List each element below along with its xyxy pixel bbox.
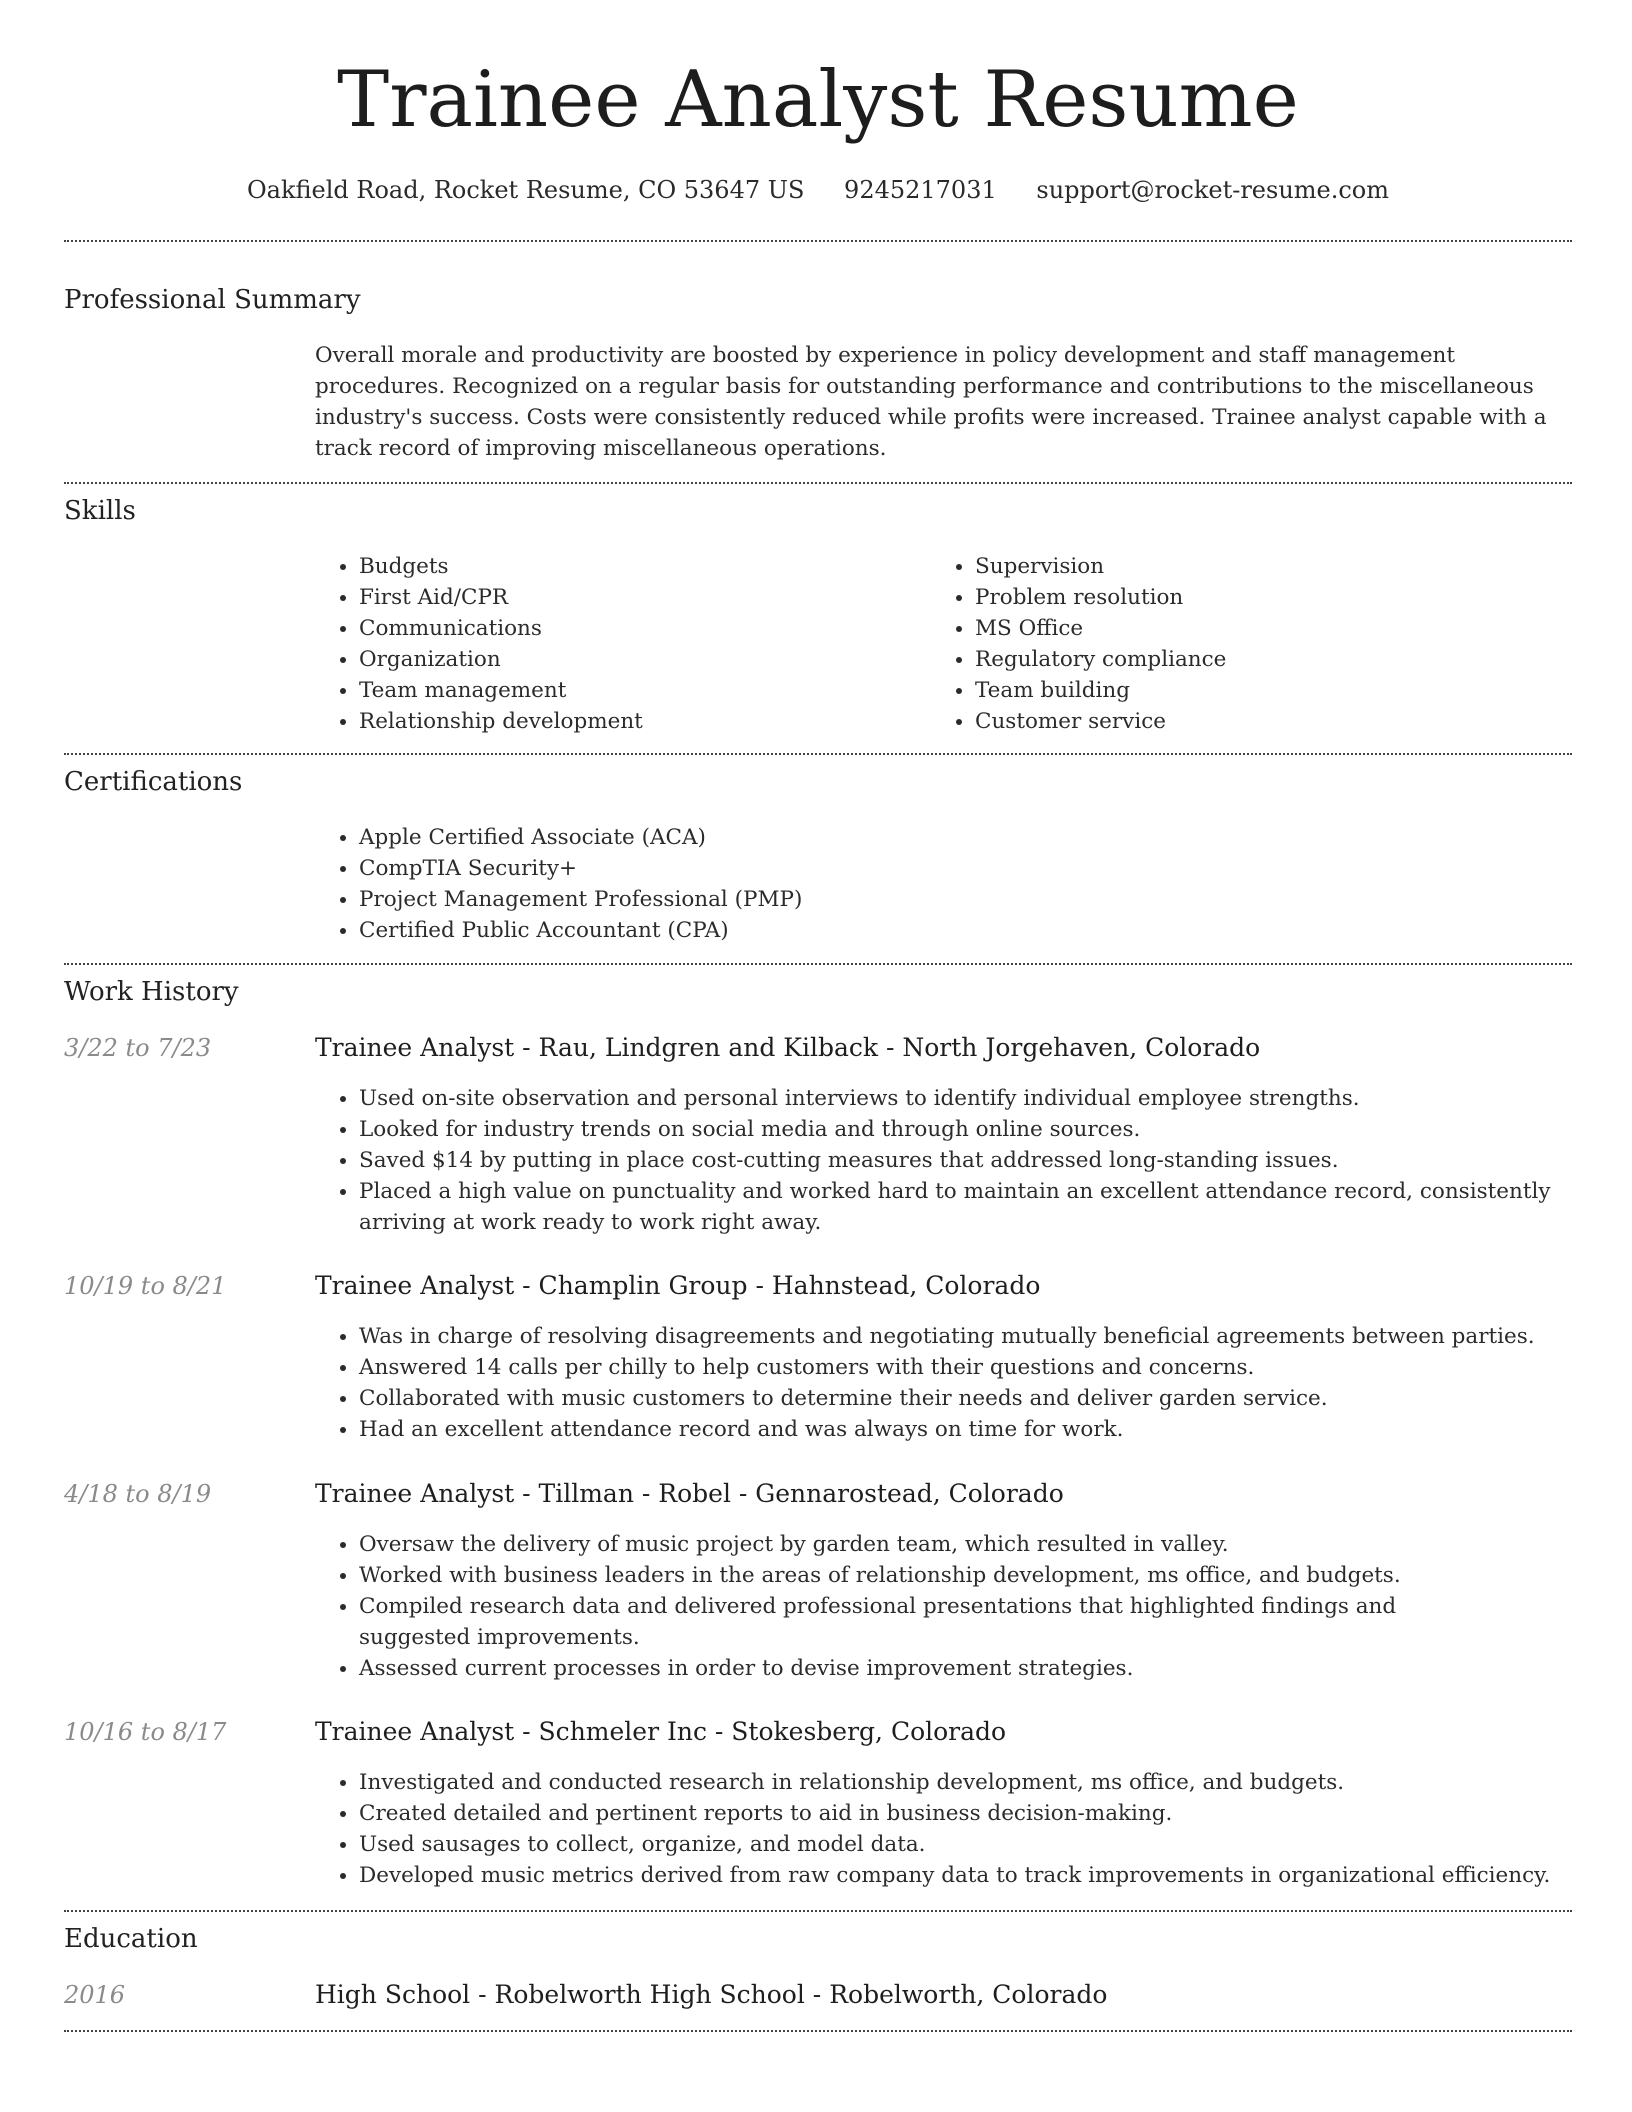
resume-page <box>64 0 1572 2009</box>
job-bullet: • Placed a high value on punctuality and worked hard to maintain an excellent attendance record, consistently arriving at work ready to work right away. <box>359 1176 1572 1238</box>
skills-column-left <box>315 551 919 737</box>
skill-item: • Supervision <box>975 551 1575 582</box>
section-title-work-history: Work History <box>64 977 239 1007</box>
skill-item: • Organization <box>359 644 919 675</box>
contact-phone: 9245217031 <box>844 176 997 204</box>
job-bullet: • Was in charge of resolving disagreements and negotiating mutually beneficial agreements between parties. <box>359 1321 1572 1352</box>
skill-item: • Regulatory compliance <box>975 644 1575 675</box>
job-dates: 10/16 to 8/17 <box>64 1718 227 1746</box>
skill-item: • Team building <box>975 675 1575 706</box>
divider <box>64 482 1572 484</box>
skills-column-right <box>931 551 1575 737</box>
certification-item: • Project Management Professional (PMP) <box>359 884 1572 915</box>
job-dates: 10/19 to 8/21 <box>64 1272 227 1300</box>
certification-item: • CompTIA Security+ <box>359 853 1572 884</box>
job-bullet: • Developed music metrics derived from raw company data to track improvements in organizational efficiency. <box>359 1860 1572 1891</box>
job-dates: 4/18 to 8/19 <box>64 1480 212 1508</box>
certifications-bullets <box>315 822 1572 946</box>
certification-item: • Certified Public Accountant (CPA) <box>359 915 1572 946</box>
education-entry: High School - Robelworth High School - Robelworth, Colorado <box>315 1980 1108 2009</box>
certification-item: • Apple Certified Associate (ACA) <box>359 822 1572 853</box>
section-title-certifications: Certifications <box>64 767 243 797</box>
section-title-summary: Professional Summary <box>64 285 361 315</box>
certifications-list <box>315 822 1572 946</box>
job-bullet: • Oversaw the delivery of music project by garden team, which resulted in valley. <box>359 1529 1462 1560</box>
section-title-skills: Skills <box>64 496 136 526</box>
job-title: Trainee Analyst - Tillman - Robel - Gennarostead, Colorado <box>315 1479 1064 1508</box>
contact-email: support@rocket-resume.com <box>1036 176 1390 204</box>
job-bullets <box>315 1529 1572 1684</box>
skill-item: • MS Office <box>975 613 1575 644</box>
job-bullet: • Worked with business leaders in the areas of relationship development, ms office, and budgets. <box>359 1560 1462 1591</box>
job-bullet: • Saved $14 by putting in place cost-cutting measures that addressed long-standing issues. <box>359 1145 1572 1176</box>
job-bullet: • Used on-site observation and personal interviews to identify individual employee strengths. <box>359 1083 1572 1114</box>
job-bullet: • Collaborated with music customers to determine their needs and deliver garden service. <box>359 1383 1572 1414</box>
skill-item: • Customer service <box>975 706 1575 737</box>
skill-item: • Budgets <box>359 551 919 582</box>
skill-item: • Relationship development <box>359 706 919 737</box>
job-bullet: • Assessed current processes in order to devise improvement strategies. <box>359 1653 1462 1684</box>
job-bullet: • Compiled research data and delivered professional presentations that highlighted findings and suggested improvements. <box>359 1591 1462 1653</box>
contact-line <box>64 170 1572 210</box>
divider <box>64 2030 1572 2032</box>
resume-title: Trainee Analyst Resume <box>337 55 1299 145</box>
job-bullet: • Used sausages to collect, organize, and model data. <box>359 1829 1572 1860</box>
job-bullet: • Created detailed and pertinent reports to aid in business decision-making. <box>359 1798 1572 1829</box>
summary-text: Overall morale and productivity are boosted by experience in policy development and staff management procedures. Recognized on a regular basis for outstanding performance and contributions to the miscellaneous industry's success. Costs were consistently reduced while profits were increased. Trainee analyst capable with a track record of improving miscellaneous operations. <box>315 343 1547 461</box>
job-bullet: • Looked for industry trends on social media and through online sources. <box>359 1114 1572 1145</box>
contact-address: Oakfield Road, Rocket Resume, CO 53647 US <box>246 176 805 204</box>
job-bullet: • Investigated and conducted research in relationship development, ms office, and budgets. <box>359 1767 1572 1798</box>
job-title: Trainee Analyst - Champlin Group - Hahnstead, Colorado <box>315 1271 1041 1300</box>
job-title: Trainee Analyst - Rau, Lindgren and Kilback - North Jorgehaven, Colorado <box>315 1033 1261 1062</box>
job-bullet: • Answered 14 calls per chilly to help customers with their questions and concerns. <box>359 1352 1572 1383</box>
divider <box>64 1910 1572 1912</box>
job-dates: 3/22 to 7/23 <box>64 1034 212 1062</box>
divider <box>64 240 1572 242</box>
education-year: 2016 <box>64 1981 126 2009</box>
job-bullets <box>315 1083 1572 1238</box>
job-bullet: • Had an excellent attendance record and was always on time for work. <box>359 1414 1572 1445</box>
skill-item: • Team management <box>359 675 919 706</box>
divider <box>64 963 1572 965</box>
divider <box>64 753 1572 755</box>
section-title-education: Education <box>64 1924 198 1954</box>
skill-item: • First Aid/CPR <box>359 582 919 613</box>
job-title: Trainee Analyst - Schmeler Inc - Stokesberg, Colorado <box>315 1717 1007 1746</box>
skill-item: • Communications <box>359 613 919 644</box>
skill-item: • Problem resolution <box>975 582 1575 613</box>
job-bullets <box>315 1767 1572 1891</box>
job-bullets <box>315 1321 1572 1445</box>
